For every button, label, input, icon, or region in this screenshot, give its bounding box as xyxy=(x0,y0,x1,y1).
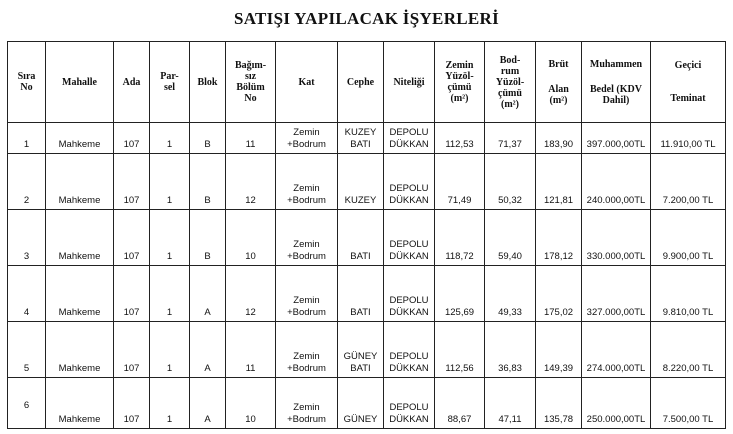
cell-ada: 107 xyxy=(114,266,150,322)
cell-sira: 1 xyxy=(8,123,46,154)
cell-blok: A xyxy=(190,322,226,378)
cell-sira: 5 xyxy=(8,322,46,378)
cell-brut: 135,78 xyxy=(536,378,582,429)
cell-bedel: 240.000,00TL xyxy=(582,154,651,210)
header-blok: Blok xyxy=(190,42,226,123)
header-bodrum: Bod- rum Yüzöl- çümü (m²) xyxy=(485,42,536,123)
cell-ada: 107 xyxy=(114,154,150,210)
cell-ada: 107 xyxy=(114,378,150,429)
cell-bedel: 250.000,00TL xyxy=(582,378,651,429)
cell-ada: 107 xyxy=(114,123,150,154)
header-gecici-teminat: Geçici Teminat xyxy=(651,42,726,123)
cell-mahalle: Mahkeme xyxy=(46,123,114,154)
cell-bodrum: 47,11 xyxy=(485,378,536,429)
cell-brut: 121,81 xyxy=(536,154,582,210)
cell-cephe: BATI xyxy=(338,210,384,266)
cell-nitelik: DEPOLU DÜKKAN xyxy=(384,123,435,154)
header-parsel: Par- sel xyxy=(150,42,190,123)
cell-kat: Zemin +Bodrum xyxy=(276,322,338,378)
cell-sira: 2 xyxy=(8,154,46,210)
cell-bolum: 11 xyxy=(226,322,276,378)
cell-mahalle: Mahkeme xyxy=(46,154,114,210)
cell-teminat: 11.910,00 TL xyxy=(651,123,726,154)
cell-brut: 175,02 xyxy=(536,266,582,322)
cell-zemin: 88,67 xyxy=(435,378,485,429)
table-row xyxy=(8,210,726,266)
cell-cephe: KUZEY BATI xyxy=(338,123,384,154)
cell-bodrum: 50,32 xyxy=(485,154,536,210)
cell-nitelik: DEPOLU DÜKKAN xyxy=(384,378,435,429)
cell-brut: 149,39 xyxy=(536,322,582,378)
header-mahalle: Mahalle xyxy=(46,42,114,123)
cell-bolum: 10 xyxy=(226,210,276,266)
cell-nitelik: DEPOLU DÜKKAN xyxy=(384,322,435,378)
cell-brut: 183,90 xyxy=(536,123,582,154)
cell-zemin: 118,72 xyxy=(435,210,485,266)
header-niteligi: Niteliği xyxy=(384,42,435,123)
cell-teminat: 8.220,00 TL xyxy=(651,322,726,378)
cell-kat: Zemin +Bodrum xyxy=(276,154,338,210)
cell-bolum: 12 xyxy=(226,266,276,322)
cell-bedel: 330.000,00TL xyxy=(582,210,651,266)
cell-blok: A xyxy=(190,266,226,322)
cell-mahalle: Mahkeme xyxy=(46,322,114,378)
cell-teminat: 7.200,00 TL xyxy=(651,154,726,210)
cell-bedel: 327.000,00TL xyxy=(582,266,651,322)
cell-parsel: 1 xyxy=(150,123,190,154)
cell-cephe: KUZEY xyxy=(338,154,384,210)
cell-bolum: 10 xyxy=(226,378,276,429)
header-muhammen-bedel: Muhammen Bedel (KDV Dahil) xyxy=(582,42,651,123)
cell-parsel: 1 xyxy=(150,154,190,210)
cell-parsel: 1 xyxy=(150,266,190,322)
cell-nitelik: DEPOLU DÜKKAN xyxy=(384,210,435,266)
cell-cephe: GÜNEY xyxy=(338,378,384,429)
cell-mahalle: Mahkeme xyxy=(46,266,114,322)
cell-nitelik: DEPOLU DÜKKAN xyxy=(384,154,435,210)
cell-bolum: 11 xyxy=(226,123,276,154)
cell-blok: B xyxy=(190,154,226,210)
cell-bodrum: 36,83 xyxy=(485,322,536,378)
cell-bedel: 397.000,00TL xyxy=(582,123,651,154)
header-brut-alan: Brüt Alan (m²) xyxy=(536,42,582,123)
cell-bolum: 12 xyxy=(226,154,276,210)
cell-bedel: 274.000,00TL xyxy=(582,322,651,378)
cell-mahalle: Mahkeme xyxy=(46,210,114,266)
cell-bodrum: 71,37 xyxy=(485,123,536,154)
cell-blok: B xyxy=(190,210,226,266)
cell-zemin: 125,69 xyxy=(435,266,485,322)
cell-nitelik: DEPOLU DÜKKAN xyxy=(384,266,435,322)
cell-sira: 4 xyxy=(8,266,46,322)
cell-zemin: 112,53 xyxy=(435,123,485,154)
header-kat: Kat xyxy=(276,42,338,123)
cell-bodrum: 59,40 xyxy=(485,210,536,266)
header-cephe: Cephe xyxy=(338,42,384,123)
cell-kat: Zemin +Bodrum xyxy=(276,378,338,429)
table-row xyxy=(8,266,726,322)
page-title: SATIŞI YAPILACAK İŞYERLERİ xyxy=(233,9,500,28)
cell-sira: 3 xyxy=(8,210,46,266)
cell-ada: 107 xyxy=(114,210,150,266)
cell-zemin: 112,56 xyxy=(435,322,485,378)
cell-blok: B xyxy=(190,123,226,154)
property-table xyxy=(7,41,726,429)
cell-teminat: 9.810,00 TL xyxy=(651,266,726,322)
cell-kat: Zemin +Bodrum xyxy=(276,123,338,154)
cell-kat: Zemin +Bodrum xyxy=(276,266,338,322)
header-ada: Ada xyxy=(114,42,150,123)
cell-bodrum: 49,33 xyxy=(485,266,536,322)
table-row xyxy=(8,123,726,154)
header-row xyxy=(8,42,726,123)
cell-kat: Zemin +Bodrum xyxy=(276,210,338,266)
cell-mahalle: Mahkeme xyxy=(46,378,114,429)
cell-brut: 178,12 xyxy=(536,210,582,266)
cell-teminat: 9.900,00 TL xyxy=(651,210,726,266)
table-row xyxy=(8,322,726,378)
cell-parsel: 1 xyxy=(150,378,190,429)
header-zemin: Zemin Yüzöl- çümü (m²) xyxy=(435,42,485,123)
table-row xyxy=(8,154,726,210)
cell-sira: 6 xyxy=(8,378,46,429)
cell-parsel: 1 xyxy=(150,322,190,378)
cell-blok: A xyxy=(190,378,226,429)
cell-ada: 107 xyxy=(114,322,150,378)
cell-zemin: 71,49 xyxy=(435,154,485,210)
cell-teminat: 7.500,00 TL xyxy=(651,378,726,429)
cell-parsel: 1 xyxy=(150,210,190,266)
cell-cephe: GÜNEY BATI xyxy=(338,322,384,378)
header-bagimsiz-bolum: Bağım- sız Bölüm No xyxy=(226,42,276,123)
header-sira: Sıra No xyxy=(8,42,46,123)
cell-cephe: BATI xyxy=(338,266,384,322)
table-row xyxy=(8,378,726,429)
